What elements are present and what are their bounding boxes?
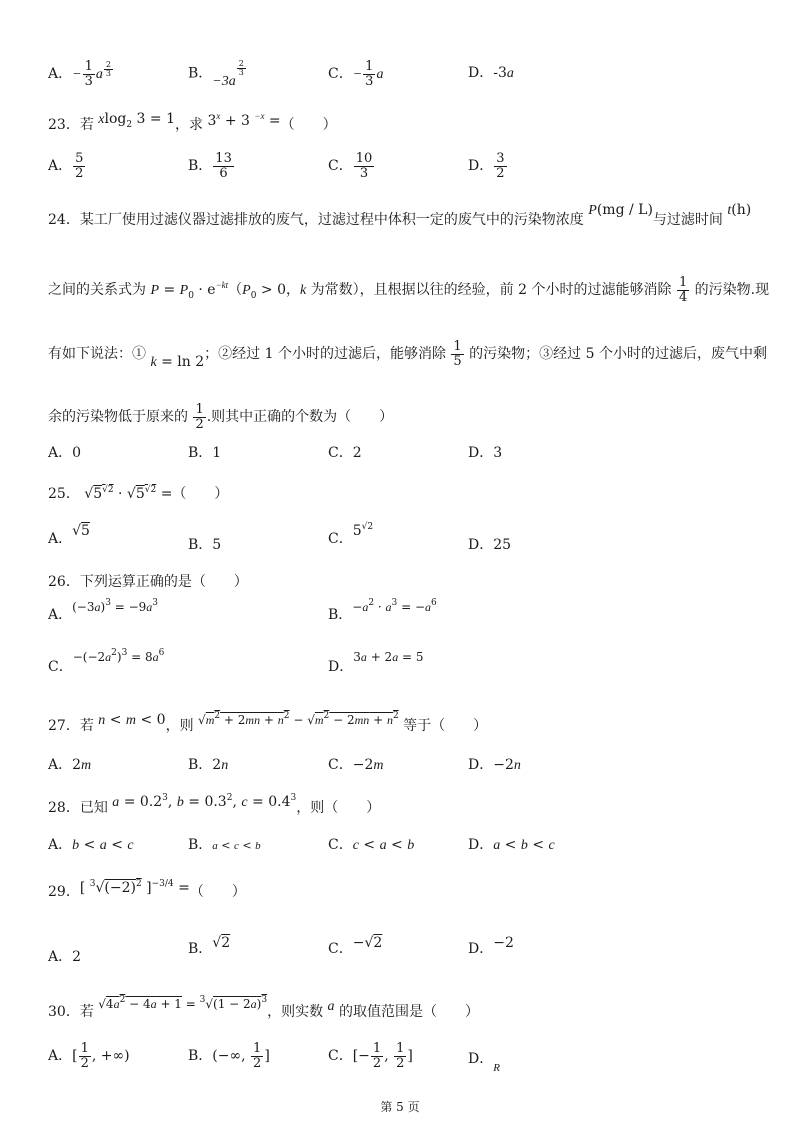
q24-line-3: 有如下说法：① k = ln 2；②经过 1 个小时的过滤后，能够消除 $\frac{1}{5}$ 的污染物；③经过 5 个小时的过滤后，废气中剩 [48,339,767,371]
q26-option-c: C．$-(-2a^2)^3 = 8a^6$ [48,648,165,675]
q30-option-d: D．$_R$ [468,1051,500,1074]
q25-option-a: A．√5 [48,523,90,547]
q25-option-c: C．$5^{√2}$ [328,522,374,547]
q28-option-b: B．a < c < b [188,837,261,853]
q24-option-a: A．0 [48,445,82,461]
q29-option-a: A．2 [48,949,82,965]
q24-line-4: 余的污染物低于原来的 $\frac{1}{2}$ .则其中正确的个数为（ ） [48,402,394,432]
q22-option-d: D．-3a [468,65,514,81]
q24-line-1: 24．某工厂使用过滤仪器过滤排放的废气，过滤过程中体积一定的废气中的污染物浓度 P(mg / L)与过滤时间 t(h) [48,202,752,228]
q26-option-a: A．$(-3a)^3 = -9a^3$ [48,598,159,623]
q30-option-a: A．[ $\frac{1}{2}$ , +∞) [48,1041,130,1071]
q29-option-d: D．−2 [468,935,514,957]
q24-option-c: C．2 [328,445,362,461]
q22-option-c: C．− $\frac{1}{3}$ a [328,59,384,89]
q26-option-b: B．$-a^2 \cdot a^3 = -a^6$ [328,598,437,623]
q25-option-b: B．5 [188,537,222,553]
q23-option-b: B． $\frac{13}{6}$ [188,151,232,181]
q30-stem: 30．若 $√4a^2 - 4a + 1 = ^3√(1 - 2a)^3$，则实数 a 的取值范围是（ ） [48,995,479,1020]
q27-option-a: A．2m [48,757,92,773]
q24-line-2: 之间的关系式为 $P = P_0 \cdot e^{-kt}(P_0 > 0$，k 为常数），且根据以往的经验，前 2 个小时的过滤能够消除 $\frac{1}{4}$ 的污染物.现 [48,274,770,305]
q30-option-b: B．(−∞, $\frac{1}{2}$ ] [188,1041,270,1071]
q30-option-c: C．[− $\frac{1}{2}$ , $\frac{1}{2}$ ] [328,1041,413,1071]
q22-option-b: B．−3a $^{\frac{2}{3}}$ [188,59,244,90]
q27-option-d: D．−2n [468,757,521,773]
q26-stem: 26．下列运算正确的是（ ） [48,574,248,590]
q28-option-a: A．b < a < c [48,837,134,853]
q27-stem: 27．若 n < m < 0，则 $√m^2 + 2mn + n^2 - √m^2 - 2mn + n^2$ 等于（ ） [48,711,488,734]
q28-option-c: C．c < a < b [328,837,415,853]
page-footer: 第 5 页 [380,1100,420,1114]
q29-option-b: B．√2 [188,935,231,957]
q29-stem: 29．[ $^3√(-2)^2$ ]$^{-3/4}$ =（ ） [48,879,246,900]
q26-option-d: D．3a + 2a = 5 [328,650,424,675]
q23-stem: 23．若 xlog$_2$ 3 = 1，求 $3^x + 3$ $^{-x}$ =（ ） [48,111,337,133]
q24-option-b: B．1 [188,445,222,461]
q25-stem: 25． $√5^{√2} \cdot √5^{√2}$ =（ ） [48,485,229,502]
q28-option-d: D．a < b < c [468,837,555,853]
q25-option-d: D．25 [468,537,512,553]
q23-option-a: A． $\frac{5}{2}$ [48,151,84,181]
q23-option-d: D． $\frac{3}{2}$ [468,151,505,181]
q27-option-c: C．−2m [328,757,384,773]
q22-option-a: A．− $\frac{1}{3}$ a $^{\frac{2}{3}}$ [48,59,111,89]
q24-option-d: D．3 [468,445,503,461]
q29-option-c: C．−√2 [328,935,383,957]
q27-option-b: B．2n [188,757,229,773]
q28-stem: 28．已知 $a = 0.2^3$, $b = 0.3^2$, $c = 0.4^3$，则（ ） [48,793,381,816]
q23-option-c: C． $\frac{10}{3}$ [328,151,373,181]
